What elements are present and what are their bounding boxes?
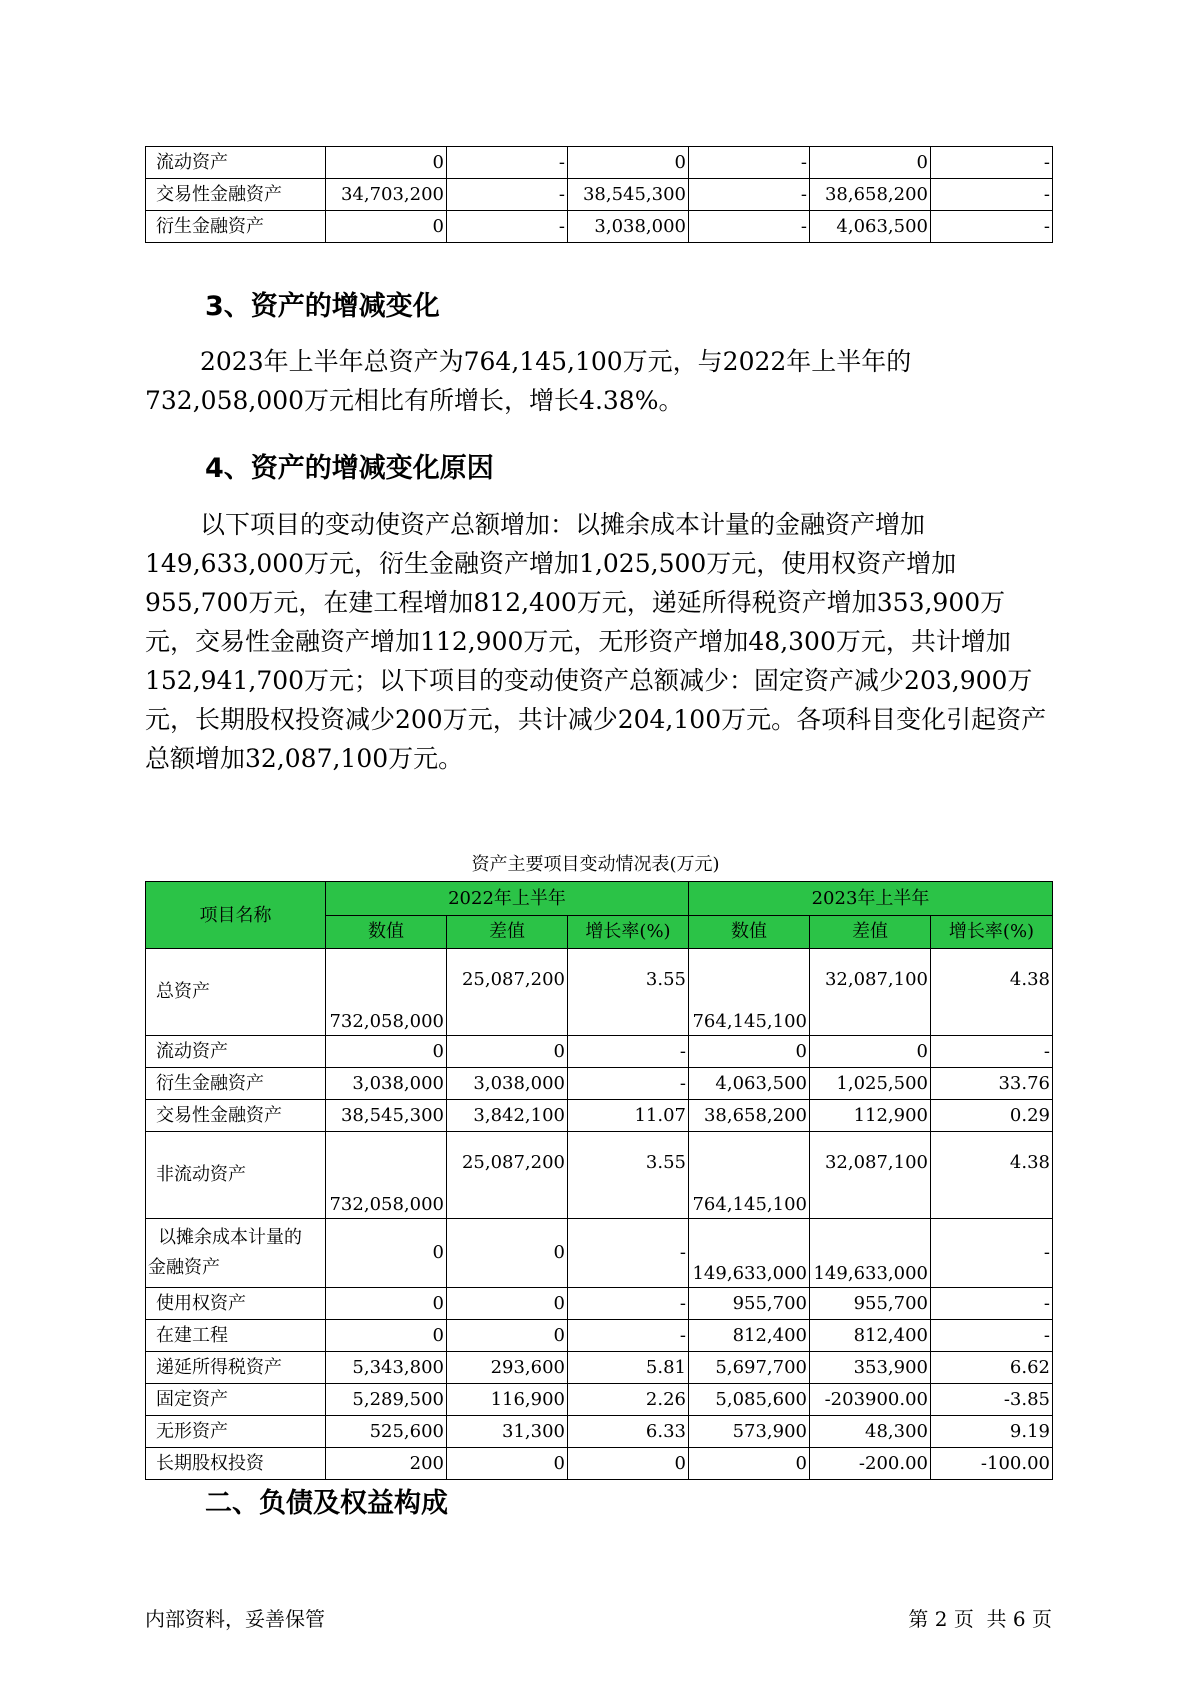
table-row xyxy=(146,1352,1053,1384)
table-cell: 4,063,500 xyxy=(689,1068,810,1100)
table-cell: - xyxy=(568,1320,689,1352)
table-cell: - xyxy=(568,1288,689,1320)
table-cell: 764,145,100 xyxy=(689,1132,810,1219)
table-cell: 5,289,500 xyxy=(326,1384,447,1416)
table-cell: - xyxy=(447,211,568,243)
table-cell: 0 xyxy=(810,1036,931,1068)
table-cell: 112,900 xyxy=(810,1100,931,1132)
row-label: 交易性金融资产 xyxy=(146,179,326,211)
table-cell: 732,058,000 xyxy=(326,1132,447,1219)
table-cell: 353,900 xyxy=(810,1352,931,1384)
table-cell: 5.81 xyxy=(568,1352,689,1384)
header-item-name: 项目名称 xyxy=(146,882,326,949)
table-row xyxy=(146,1448,1053,1480)
header-value: 数值 xyxy=(689,915,810,949)
header-diff: 差值 xyxy=(447,915,568,949)
table-cell: 0 xyxy=(810,147,931,179)
table-cell: 0 xyxy=(326,1036,447,1068)
table-cell: 34,703,200 xyxy=(326,179,447,211)
table-cell: 32,087,100 xyxy=(810,1132,931,1219)
table-cell: 0.29 xyxy=(931,1100,1053,1132)
table-cell: - xyxy=(931,1036,1053,1068)
table-cell: 31,300 xyxy=(447,1416,568,1448)
table-cell: 0 xyxy=(326,1288,447,1320)
table-row xyxy=(146,179,1053,211)
table-cell: 3.55 xyxy=(568,949,689,1036)
table-cell: 0 xyxy=(326,211,447,243)
row-label-line-2: 金融资产 xyxy=(148,1257,220,1278)
row-label-line-1: 以摊余成本计量的 xyxy=(158,1227,302,1248)
table-cell: 25,087,200 xyxy=(447,1132,568,1219)
table-row xyxy=(146,1288,1053,1320)
table-cell: - xyxy=(689,211,810,243)
table-cell: 149,633,000 xyxy=(689,1219,810,1288)
table-cell: 3.55 xyxy=(568,1132,689,1219)
section-3-heading: 3、资产的增减变化 xyxy=(205,291,440,322)
section-ii-heading: 二、负债及权益构成 xyxy=(205,1488,448,1519)
table-row xyxy=(146,1132,1053,1219)
table-cell: 5,343,800 xyxy=(326,1352,447,1384)
table-cell: - xyxy=(447,179,568,211)
table-cell: - xyxy=(931,147,1053,179)
table-cell: 4.38 xyxy=(931,1132,1053,1219)
table-cell: 38,658,200 xyxy=(810,179,931,211)
table-cell: - xyxy=(931,1288,1053,1320)
table-cell: - xyxy=(931,1219,1053,1288)
table-cell: 9.19 xyxy=(931,1416,1053,1448)
table-cell: 0 xyxy=(447,1288,568,1320)
row-label: 长期股权投资 xyxy=(146,1448,326,1480)
table-cell: 2.26 xyxy=(568,1384,689,1416)
table-cell: 0 xyxy=(326,1219,447,1288)
table-cell: 812,400 xyxy=(810,1320,931,1352)
header-rate: 增长率(%) xyxy=(568,915,689,949)
row-label: 总资产 xyxy=(146,949,326,1036)
table-cell: 6.62 xyxy=(931,1352,1053,1384)
row-label: 递延所得税资产 xyxy=(146,1352,326,1384)
table-cell: - xyxy=(568,1036,689,1068)
table-cell: 955,700 xyxy=(689,1288,810,1320)
table-cell: 0 xyxy=(447,1448,568,1480)
row-label: 使用权资产 xyxy=(146,1288,326,1320)
table-cell: - xyxy=(568,1219,689,1288)
table-cell: - xyxy=(568,1068,689,1100)
table-row xyxy=(146,1416,1053,1448)
table-cell: - xyxy=(689,147,810,179)
table-cell: 0 xyxy=(689,1448,810,1480)
top-assets-table xyxy=(145,146,1053,243)
table-cell: 573,900 xyxy=(689,1416,810,1448)
row-label: 非流动资产 xyxy=(146,1132,326,1219)
table-cell: 38,658,200 xyxy=(689,1100,810,1132)
row-label: 衍生金融资产 xyxy=(146,1068,326,1100)
table-cell: - xyxy=(931,1320,1053,1352)
table-row xyxy=(146,1384,1053,1416)
table-cell: 732,058,000 xyxy=(326,949,447,1036)
footer-page-number: 第 2 页 共 6 页 xyxy=(908,1607,1052,1631)
table-cell: 525,600 xyxy=(326,1416,447,1448)
table-cell: - xyxy=(931,211,1053,243)
table-row xyxy=(146,1320,1053,1352)
header-diff: 差值 xyxy=(810,915,931,949)
table-cell: 0 xyxy=(447,1036,568,1068)
row-label: 无形资产 xyxy=(146,1416,326,1448)
table-cell: 3,842,100 xyxy=(447,1100,568,1132)
header-period-2023: 2023年上半年 xyxy=(689,882,1053,916)
row-label: 固定资产 xyxy=(146,1384,326,1416)
table-cell: 25,087,200 xyxy=(447,949,568,1036)
table-cell: 3,038,000 xyxy=(447,1068,568,1100)
paragraph-text: 2023年上半年总资产为764,145,100万元，与2022年上半年的732,058,000万元相比有所增长，增长4.38%。 xyxy=(145,347,912,415)
table-cell: 149,633,000 xyxy=(810,1219,931,1288)
row-label: 在建工程 xyxy=(146,1320,326,1352)
asset-change-table xyxy=(145,881,1053,1480)
table-cell: 955,700 xyxy=(810,1288,931,1320)
table-cell: 0 xyxy=(447,1219,568,1288)
section-3-paragraph xyxy=(145,342,1055,420)
table-caption: 资产主要项目变动情况表(万元) xyxy=(471,854,720,875)
header-period-2022: 2022年上半年 xyxy=(326,882,689,916)
table-cell: 6.33 xyxy=(568,1416,689,1448)
row-label xyxy=(146,1219,326,1288)
header-rate: 增长率(%) xyxy=(931,915,1053,949)
table-cell: 1,025,500 xyxy=(810,1068,931,1100)
table-cell: 3,038,000 xyxy=(568,211,689,243)
row-label: 交易性金融资产 xyxy=(146,1100,326,1132)
paragraph-text: 以下项目的变动使资产总额增加：以摊余成本计量的金融资产增加149,633,000万元，衍生金融资产增加1,025,500万元，使用权资产增加955,700万元，在建工程增加812,400万元，递延所得税资产增加353,900万元，交易性金融资产增加112,900万元，无形资产增加48,300万元，共计增加152,941,700万元；以下项目的变动使资产总额减少：固定资产减少203,900万元，长期股权投资减少200万元，共计减少204,100万元。各项科目变化引起资产总额增加32,087,100万元。 xyxy=(145,510,1047,773)
table-cell: -100.00 xyxy=(931,1448,1053,1480)
table-row xyxy=(146,147,1053,179)
table-cell: 200 xyxy=(326,1448,447,1480)
section-4-heading: 4、资产的增减变化原因 xyxy=(205,453,494,484)
header-row xyxy=(146,882,1053,916)
table-cell: 0 xyxy=(689,1036,810,1068)
table-cell: 0 xyxy=(568,147,689,179)
table-row xyxy=(146,1100,1053,1132)
row-label: 流动资产 xyxy=(146,1036,326,1068)
table-cell: -200.00 xyxy=(810,1448,931,1480)
table-cell: 38,545,300 xyxy=(568,179,689,211)
section-4-paragraph xyxy=(145,505,1055,778)
table-cell: 0 xyxy=(326,1320,447,1352)
table-row xyxy=(146,949,1053,1036)
table-cell: 48,300 xyxy=(810,1416,931,1448)
table-cell: 5,697,700 xyxy=(689,1352,810,1384)
table-cell: 0 xyxy=(447,1320,568,1352)
table-cell: 4,063,500 xyxy=(810,211,931,243)
table-cell: 812,400 xyxy=(689,1320,810,1352)
header-value: 数值 xyxy=(326,915,447,949)
table-cell: 116,900 xyxy=(447,1384,568,1416)
table-cell: 5,085,600 xyxy=(689,1384,810,1416)
table-cell: 0 xyxy=(568,1448,689,1480)
table-row xyxy=(146,211,1053,243)
table-cell: -203900.00 xyxy=(810,1384,931,1416)
row-label: 衍生金融资产 xyxy=(146,211,326,243)
table-cell: 38,545,300 xyxy=(326,1100,447,1132)
table-cell: 33.76 xyxy=(931,1068,1053,1100)
table-cell: 3,038,000 xyxy=(326,1068,447,1100)
table-cell: - xyxy=(447,147,568,179)
table-cell: -3.85 xyxy=(931,1384,1053,1416)
table-row xyxy=(146,1219,1053,1288)
table-cell: 293,600 xyxy=(447,1352,568,1384)
table-cell: 764,145,100 xyxy=(689,949,810,1036)
table-cell: - xyxy=(689,179,810,211)
row-label: 流动资产 xyxy=(146,147,326,179)
table-cell: - xyxy=(931,179,1053,211)
table-row xyxy=(146,1068,1053,1100)
table-cell: 32,087,100 xyxy=(810,949,931,1036)
table-row xyxy=(146,1036,1053,1068)
table-cell: 4.38 xyxy=(931,949,1053,1036)
table-cell: 11.07 xyxy=(568,1100,689,1132)
footer-confidential-note: 内部资料，妥善保管 xyxy=(145,1607,325,1631)
table-cell: 0 xyxy=(326,147,447,179)
